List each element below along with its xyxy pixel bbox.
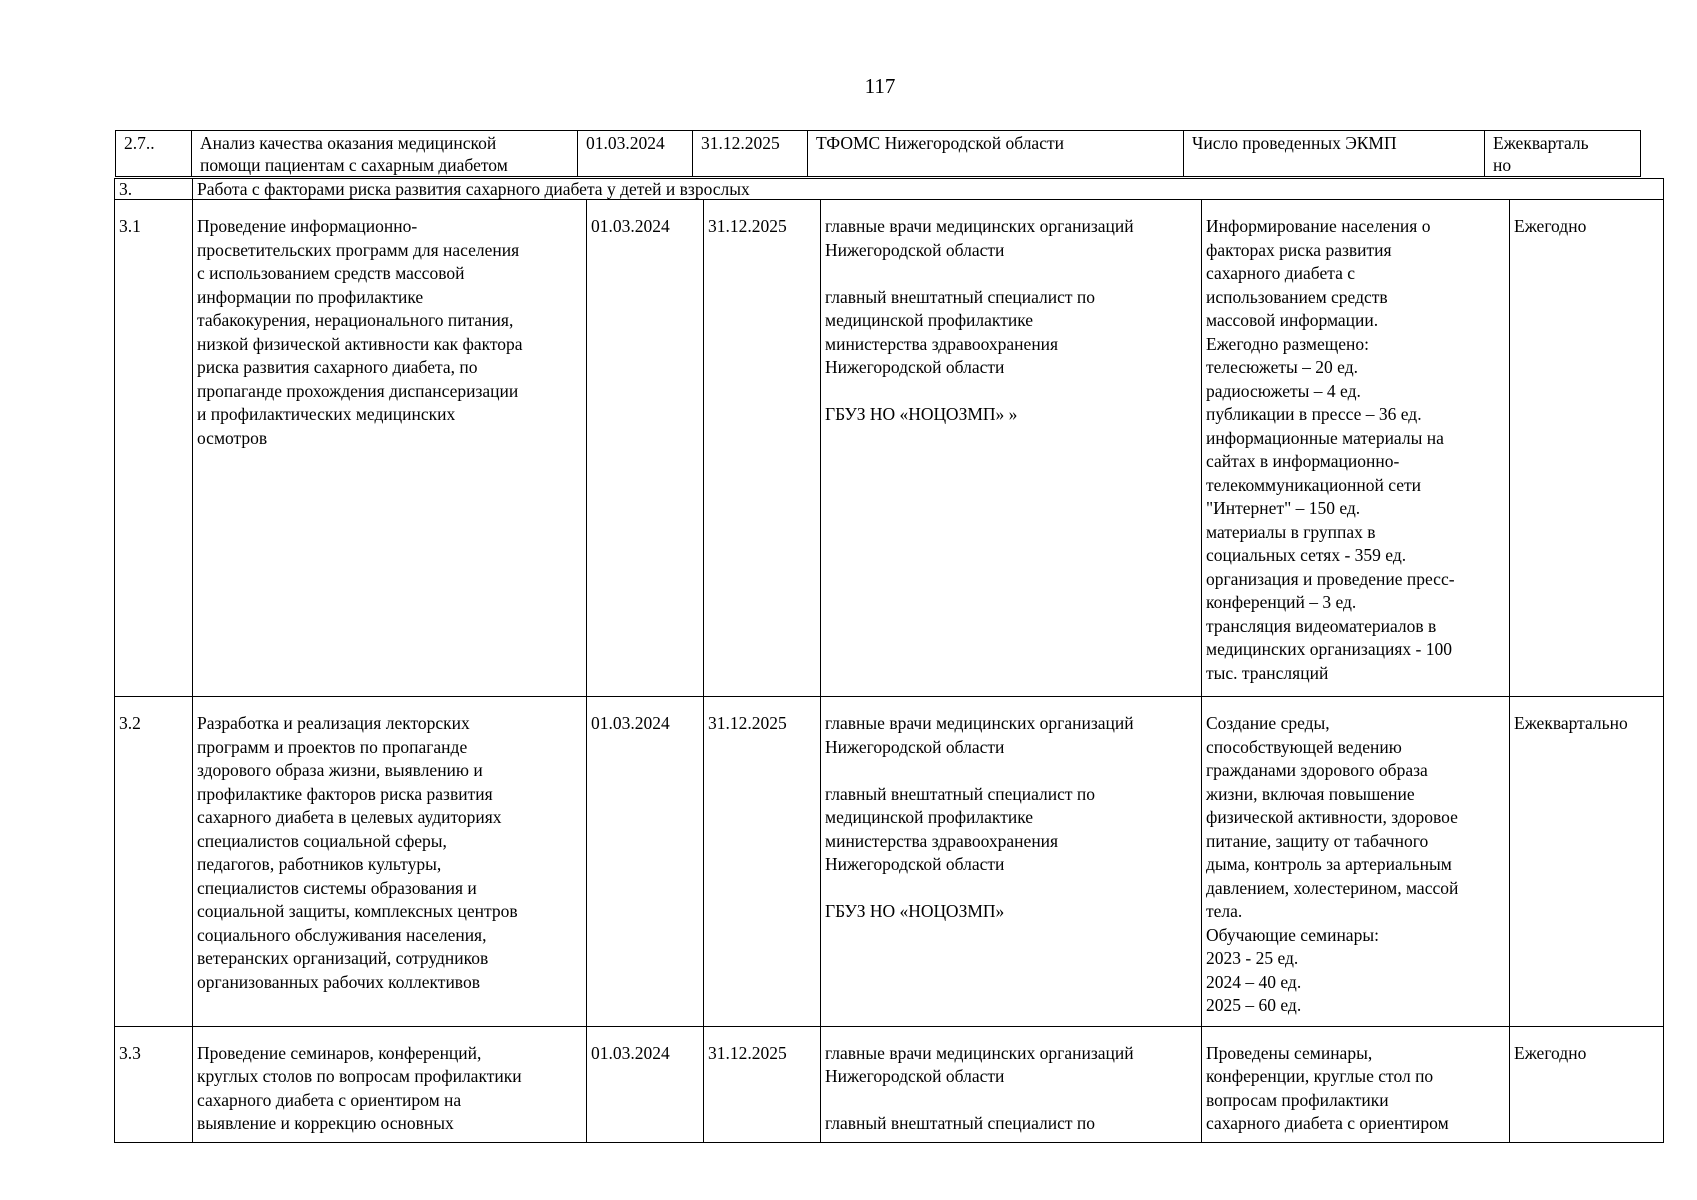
- table-row-3-3: [115, 1026, 1664, 1142]
- cell-responsible: [821, 1026, 1202, 1142]
- cell-event: Анализ качества оказания медицинской помощи пациентам с сахарным диабетом: [192, 131, 578, 177]
- cell-end-date: 31.12.2025: [704, 1026, 821, 1142]
- cell-responsible: ТФОМС Нижегородской области: [808, 131, 1184, 177]
- table-row-2-7: [116, 131, 1641, 177]
- cell-number: 3.1: [115, 200, 193, 697]
- cell-start-date: 01.03.2024: [587, 697, 704, 1027]
- cell-responsible: главные врачи медицинских организаций Нижегородской области главный внештатный специалист по медицинской профилактике министерства здравоохранения Нижегородской области ГБУЗ НО «НОЦОЗМП»: [821, 697, 1202, 1027]
- cell-event: Проведение информационно- просветительских программ для населения с использованием средств массовой информации по профилактике табакокурения, нерационального питания, низкой физической активности как фактора риска развития сахарного диабета, по пропаганде прохождения диспансеризации и профилактических медицинских осмотров: [193, 200, 587, 697]
- cell-frequency: Ежегодно: [1510, 200, 1664, 697]
- cell-result: Информирование населения о факторах риска развития сахарного диабета с использованием средств массовой информации. Ежегодно размещено: телесюжеты – 20 ед. радиосюжеты – 4 ед. публикации в прессе – 36 ед. информационные материалы на сайтах в информационно- телекоммуникационной сети "Интернет" – 150 ед. материалы в группах в социальных сетях - 359 ед. организация и проведение пресс- конференций – 3 ед. трансляция видеоматериалов в медицинских организациях - 100 тыс. трансляций: [1202, 200, 1510, 697]
- cell-event: [193, 1026, 587, 1142]
- section-row-3: [115, 179, 1664, 200]
- section-title: Работа с факторами риска развития сахарного диабета у детей и взрослых: [193, 179, 1664, 200]
- table-row-3-2: [115, 697, 1664, 1027]
- cell-start-date: 01.03.2024: [587, 200, 704, 697]
- cell-event: Разработка и реализация лекторских программ и проектов по пропаганде здорового образа жизни, выявлению и профилактике факторов риска развития сахарного диабета в целевых аудиториях специалистов социальной сферы, педагогов, работников культуры, специалистов системы образования и социальной защиты, комплексных центров социального обслуживания населения, ветеранских организаций, сотрудников организованных рабочих коллективов: [193, 697, 587, 1027]
- table-section-3: [114, 178, 1664, 1143]
- section-number: 3.: [115, 179, 193, 200]
- page-number: 117: [864, 74, 896, 98]
- cell-frequency: Ежегодно: [1510, 1026, 1664, 1142]
- cell-responsible-text: главные врачи медицинских организаций Нижегородской области главный внештатный специалист по: [825, 1042, 1134, 1133]
- cell-end-date: 31.12.2025: [693, 131, 808, 177]
- cell-responsible: главные врачи медицинских организаций Нижегородской области главный внештатный специалист по медицинской профилактике министерства здравоохранения Нижегородской области ГБУЗ НО «НОЦОЗМП» »: [821, 200, 1202, 697]
- table-row-3-1: [115, 200, 1664, 697]
- cell-frequency: Ежекварталь но: [1485, 131, 1641, 177]
- cell-number: 3.2: [115, 697, 193, 1027]
- cell-start-date: 01.03.2024: [578, 131, 693, 177]
- cell-end-date: 31.12.2025: [704, 697, 821, 1027]
- cell-number: 2.7..: [116, 131, 192, 177]
- table-top-row: [115, 130, 1641, 177]
- cell-result: [1202, 1026, 1510, 1142]
- cell-result-text: Проведены семинары, конференции, круглые стол по вопросам профилактики сахарного диабета с ориентиром: [1206, 1042, 1449, 1133]
- cell-number: 3.3: [115, 1026, 193, 1142]
- cell-frequency: Ежеквартально: [1510, 697, 1664, 1027]
- cell-start-date: 01.03.2024: [587, 1026, 704, 1142]
- cell-result: Число проведенных ЭКМП: [1184, 131, 1485, 177]
- cell-event-text: Проведение семинаров, конференций, круглых столов по вопросам профилактики сахарного диабета с ориентиром на выявление и коррекцию основных: [197, 1042, 522, 1133]
- cell-end-date: 31.12.2025: [704, 200, 821, 697]
- cell-result: Создание среды, способствующей ведению гражданами здорового образа жизни, включая повышение физической активности, здоровое питание, защиту от табачного дыма, контроль за артериальным давлением, холестерином, массой тела. Обучающие семинары: 2023 - 25 ед. 2024 – 40 ед. 2025 – 60 ед.: [1202, 697, 1510, 1027]
